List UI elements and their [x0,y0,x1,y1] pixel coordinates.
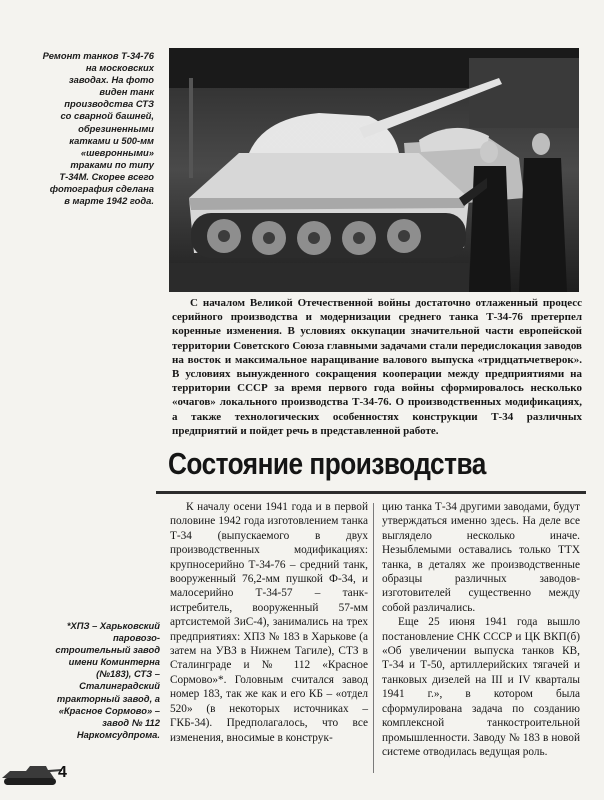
column-right [382,500,580,759]
footnote: *ХПЗ – Харьковский паровозо- строительный завод имени Коминтерна (№183), СТЗ – Сталинградский тракторный завод, а «Красное Сормово» – завод № 112 Наркомсудпрома. [55,620,160,740]
column-right-paragraph-1: цию танка Т-34 другими заводами, будут утверждаться именно здесь. На деле все выглядело несколько иначе. Незыблемыми оставались только ТТХ танка, в деталях же производственные образцы различных заводов-изготовителей существенно между собой различались. [382,501,580,614]
heading-rule [156,491,586,494]
column-left-paragraph: К началу осени 1941 года и в первой половине 1942 года изготовлением танка Т-34 (выпускаемого в двух производственных модификациях: крупносерийно Т-34-76 – средний танк, вооруженный 76,2-мм пушкой Ф-34, и малосерийно Т-34-57 – танк-истребитель, вооруженный 57-мм артсистемой ЗиС-4), занимались на трех предприятиях: ХПЗ № 183 в Харькове (а затем на УВЗ в Нижнем Тагиле), СТЗ в Сталинграде и № 112 «Красное Сормово»*. Головным считался завод номер 183, так же как и его КБ – «отдел 520» (в некоторых источниках – ГКБ-34). Предполагалось, что все изменения, вносимые в конструк- [170,501,368,744]
section-heading [156,445,586,503]
page-number: 4 [58,764,67,781]
page-badge [0,762,70,788]
tank-repair-photo [169,48,579,292]
column-left [170,500,368,745]
photo-caption: Ремонт танков Т-34-76 на московских заводах. На фото виден танк производства СТЗ со сварной башней, обрезиненными катками и 500-мм «шевронными» траками по типу Т-34М. Скорее всего фотография сделана в марте 1942 года. [42,50,154,207]
intro-paragraph: С началом Великой Отечественной войны достаточно отлаженный процесс серийного производства и модернизации среднего танка Т-34-76 претерпел коренные изменения. В условиях оккупации значительной части европейской территории Советского Союза главными задачами стали передислокация заводов на восток и максимальное наращивание валового выпуска «тридцатьчетверок». В условиях вынужденного сокращения кооперации между предприятиями на территории СССР за время первого года войны сформировалось несколько «очагов» локального производства Т-34-76. О производственных модификациях, а также технологических особенностях конструкции Т-34 различных предприятий и пойдет речь в представленной работе. [172,297,582,437]
column-right-paragraph-2: Еще 25 июня 1941 года вышло постановление СНК СССР и ЦК ВКП(б) «Об увеличении выпуска танков КВ, Т-34 и Т-50, артиллерийских тягачей и танковых дизелей на III и IV кварталы 1941 г.», в котором была сформулирована задача по созданию комплексной танкостроительной промышленности. Заводу № 183 в новой системе отводилась ведущая роль. [382,616,580,758]
section-title: Состояние производства [168,447,496,482]
column-divider [373,503,374,773]
